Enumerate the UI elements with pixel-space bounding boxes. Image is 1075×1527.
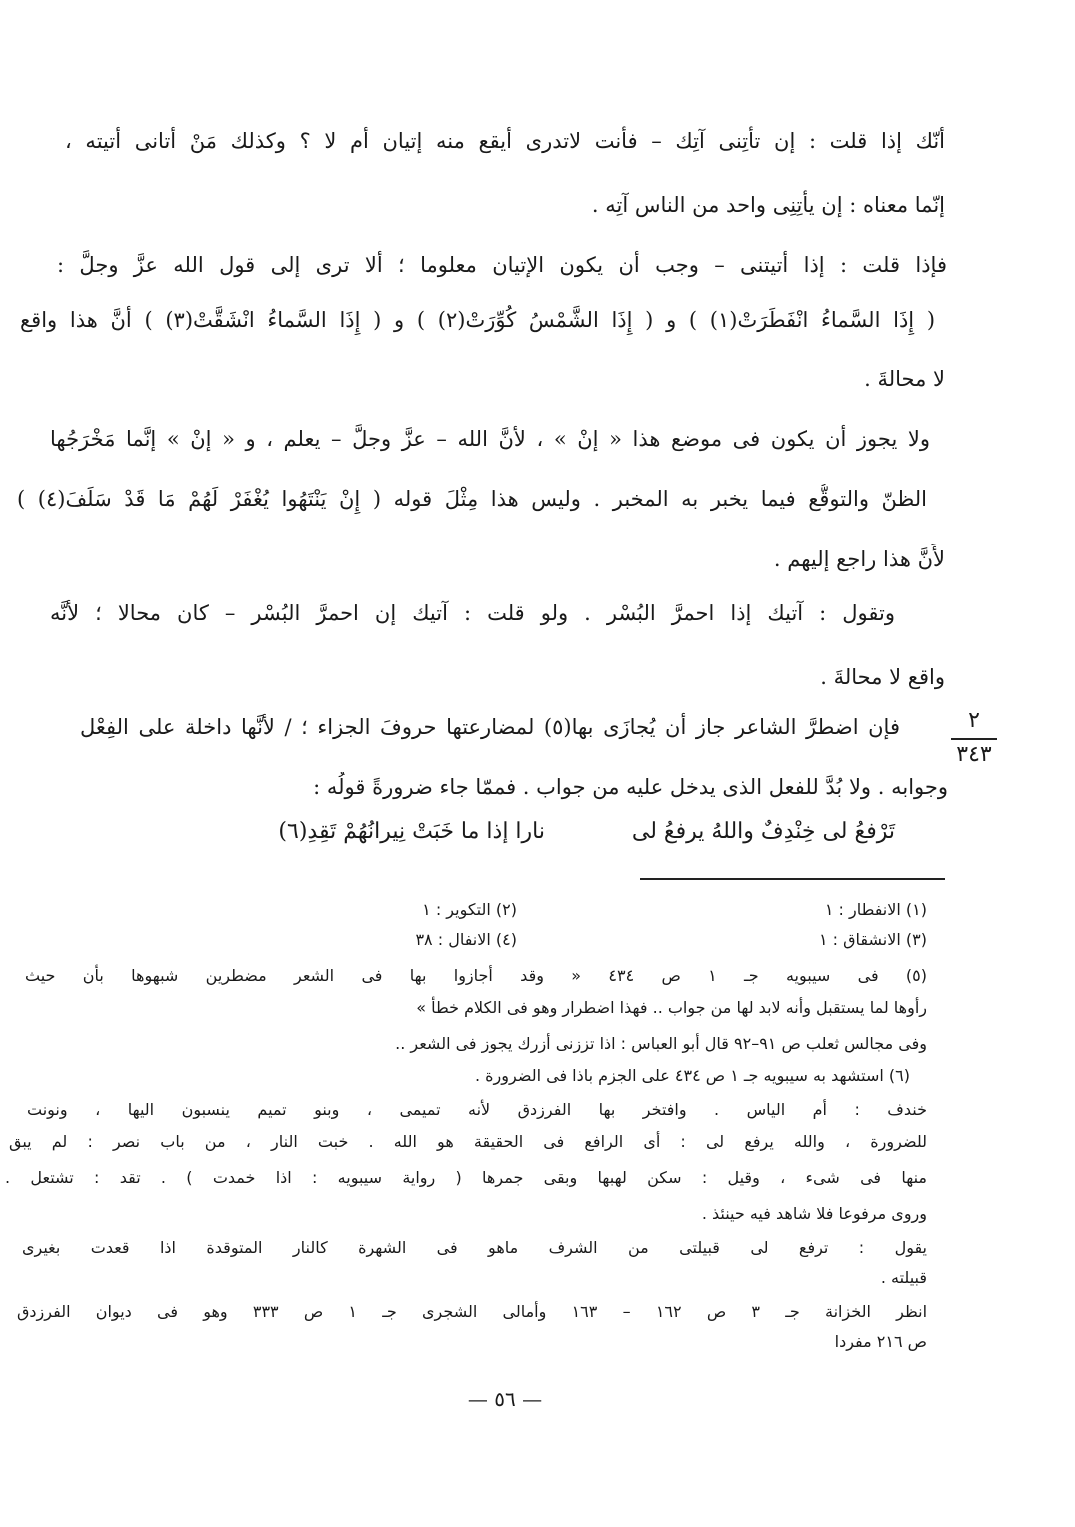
footnote-row-1 [107,898,927,922]
footnote-6-line-9: ص ٢١٦ مفردا [834,1332,927,1351]
body-line-3: فإذا قلت : إذا أتيتنى – وجب أن يكون الإتيان معلوما ؛ ألا ترى إلى قول الله عزَّ وجلَّ : [57,253,947,277]
margin-divider [951,738,997,740]
page-number: — ٥٦ — [467,1387,543,1411]
footnote-4: (٤) الانفال : ٣٨ [415,930,517,949]
body-line-9: وتقول : آتيك إذا احمرَّ البُسْر . ولو قلت : آتيك إن احمرَّ البُسْر – كان محالا ؛ لأنَّه [50,601,895,625]
footnote-5-line-3: وفى مجالس ثعلب ص ٩١–٩٢ قال أبو العباس : اذا تززنى أزرك يجوز فى الشعر .. [395,1034,927,1053]
verse-line [65,812,945,852]
footnote-5-line-1: (٥) فى سيبويه جـ ١ ص ٤٣٤ « وقد أجازوا بها فى الشعر مضطرين شبهوها بأن حيث [25,966,927,985]
footnote-6-line-2: خندف : أم الياس . وافتخر بها الفرزدق لأنه تميمى ، وبنو تميم ينسبون اليها ، ونونت [27,1100,927,1119]
verse-first-hemistich: تَرْفعُ لى خِنْدِفٌ واللهُ يرفعُ لى [631,819,895,844]
body-line-6: ولا يجوز أن يكون فى موضع هذا « إنْ » ، لأنَّ الله – عزَّ وجلَّ – يعلم ، و « إنْ » إنَّما مَخْرَجُها [50,427,930,451]
footnote-6-line-8: انظر الخزانة جـ ٣ ص ١٦٢ – ١٦٣ وأمالى الشجرى جـ ١ ص ٣٣٣ وهو فى ديوان الفرزدق [17,1302,927,1321]
margin-volume-number: ٢ [968,708,980,733]
footnote-1: (١) الانفطار : ١ [824,900,927,919]
body-line-4: ( إِذَا السَّماءُ انْفَطَرَتْ(١) ) و ( إِذَا الشَّمْسُ كُوِّرَتْ(٢) ) و ( إِذَا السَّماءُ انْشَقَّتْ(٣) ) أنَّ هذا واقع [20,308,935,332]
footnote-separator [640,878,945,880]
footnote-6-line-7: قبيلته . [880,1268,927,1287]
body-line-12: وجوابه . ولا بُدَّ للفعل الذى يدخل عليه من جواب . فممّا جاء ضرورةً قولُه : [313,775,948,799]
footnote-5-line-2: رأوها لما يستقبل وأنه لابد لها من جواب .. فهذا اضطرار وهو فى الكلام خطأ » [416,998,927,1017]
footnote-6-line-5: وروى مرفوعا فلا شاهد فيه حينئذ . [701,1204,927,1223]
margin-page-number: ٣٤٣ [956,742,992,767]
footnote-3: (٣) الانشقاق : ١ [818,930,927,949]
body-line-5: لا محالةَ . [864,367,945,391]
footnote-6-line-4: منها فى شىء ، وقيل : سكن لهبها وبقى جمرها ( رواية سيبويه : اذا خمدت ) . تقد : تشتعل . [5,1168,927,1187]
footnote-6-line-6: يقول : ترفع لى قبيلتى من الشرف ماهو فى الشهرة كالنار المتوقدة اذا قعدت بغيرى [22,1238,927,1257]
body-line-10: واقع لا محالةَ . [820,665,945,689]
body-line-7: الظنّ والتوقُّع فيما يخبر به المخبر . وليس هذا مِثْلَ قوله ( إِنْ يَنْتَهُوا يُغْفَرْ لَهُمْ مَا قَدْ سَلَفَ(٤) ) [17,487,927,511]
footnote-6-line-3: للضرورة ، والله يرفع لى : أى الرافع فى الحقيقة هو الله . خبت النار ، من باب نصر : لم يبق [9,1132,927,1151]
footnote-2: (٢) التكوير : ١ [422,900,517,919]
body-line-1: أنّك إذا قلت : إن تأتِنى آتِك – فأنت لاتدرى أيقع منه إتيان أم لا ؟ وكذلك مَنْ أتانى أتيته ، [65,129,945,153]
footnote-6-line-1: (٦) استشهد به سيبويه جـ ١ ص ٤٣٤ على الجزم باذا فى الضرورة . [474,1066,910,1085]
body-line-8: لأَنَّ هذا راجع إليهم . [773,547,945,571]
body-line-2: إنّما معناه : إن يأتِنِى واحد من الناس آتِه . [591,193,945,217]
verse-second-hemistich: نارا إذا ما خَبَتْ نِيرانُهُمْ تَقِدِ(٦) [278,819,545,844]
footnote-row-2 [107,928,927,952]
body-line-11: فإن اضطرَّ الشاعر جاز أن يُجازَى بها(٥) لمضارعتها حروفَ الجزاء ؛ / لأنَّها داخلة على الفِعْل [80,715,900,739]
